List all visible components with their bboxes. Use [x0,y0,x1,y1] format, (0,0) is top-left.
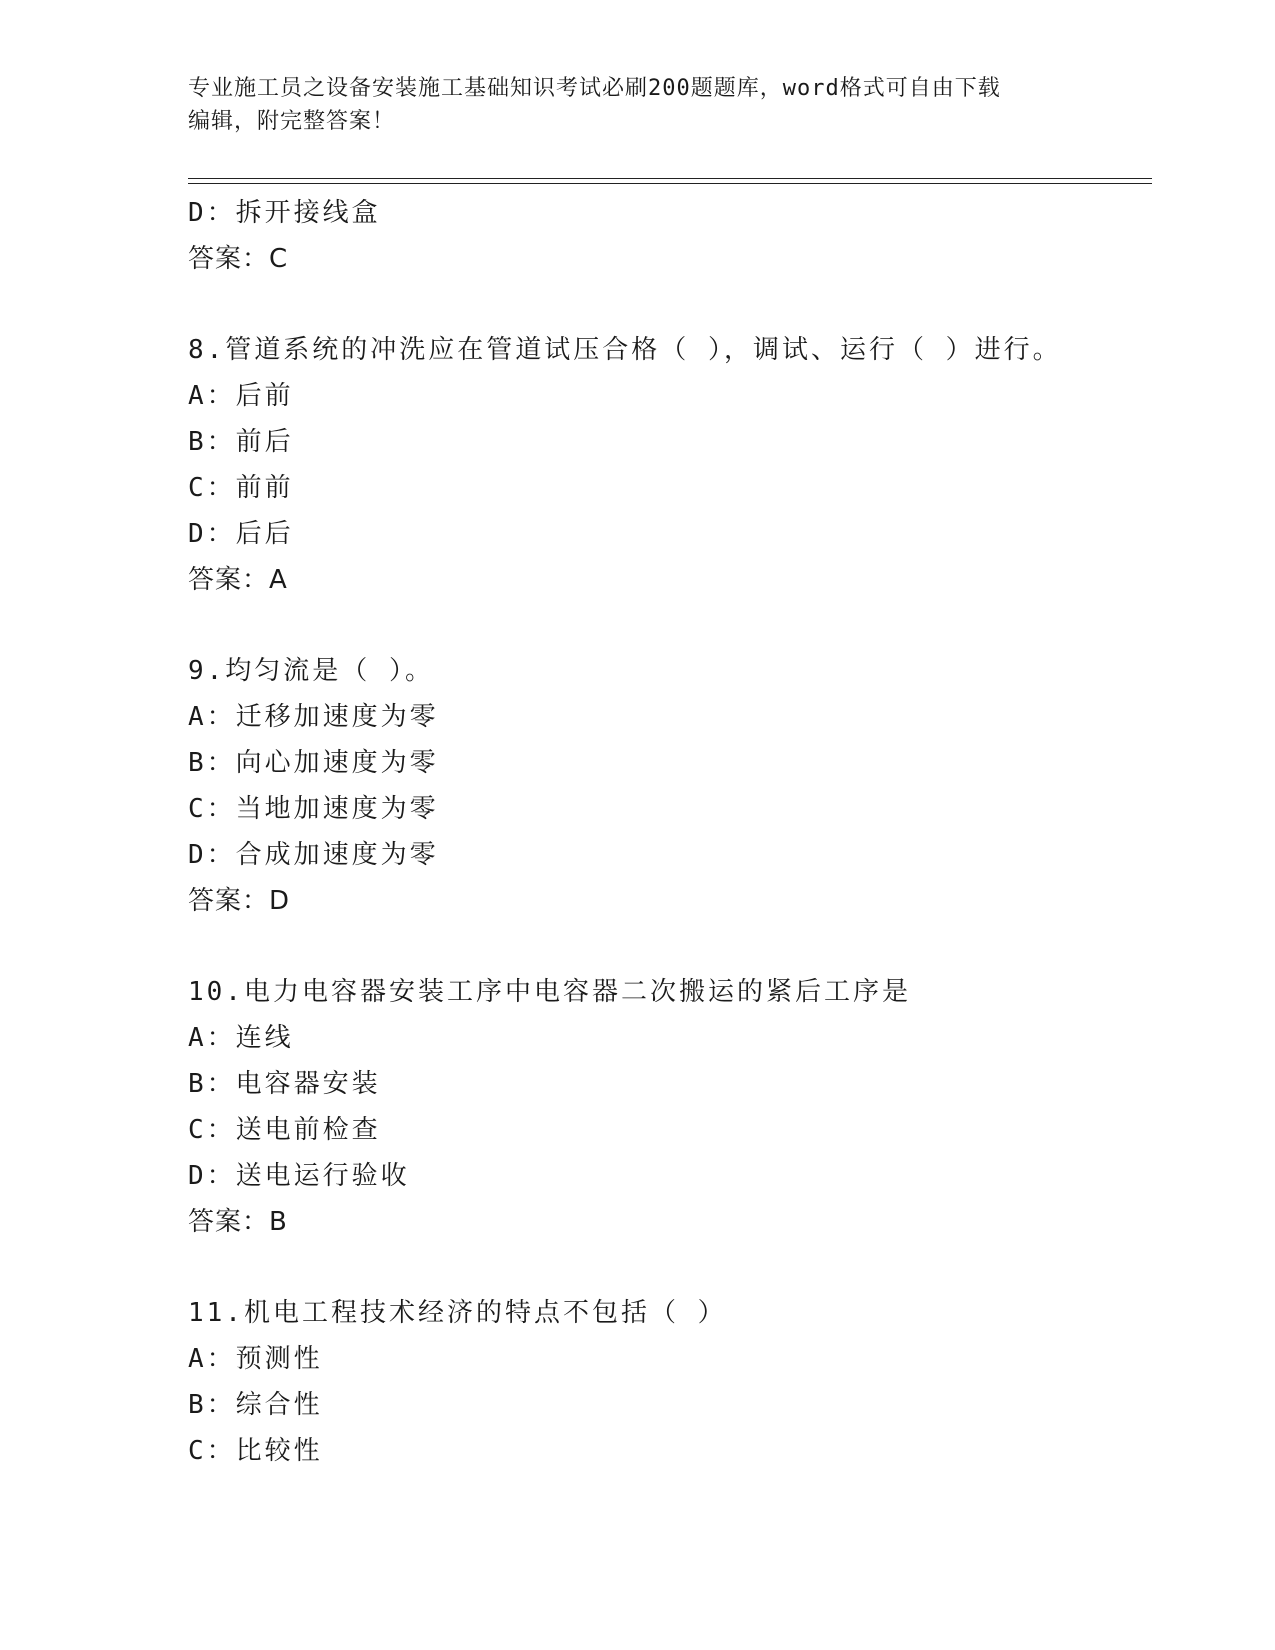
option-c: C：比较性 [188,1436,323,1466]
spacer [188,603,1148,648]
spacer [188,924,1148,969]
option-b: B：向心加速度为零 [188,748,439,778]
header-divider-bottom [188,183,1152,184]
spacer [188,282,1148,327]
question-text: 10.电力电容器安装工序中电容器二次搬运的紧后工序是 [188,977,911,1007]
answer: 答案：D [188,886,291,916]
option-b: B：电容器安装 [188,1069,381,1099]
header-divider-top [188,178,1152,179]
question-text: 8.管道系统的冲洗应在管道试压合格（ ），调试、运行（ ）进行。 [188,335,1062,365]
question-10 [188,969,1148,1245]
answer: 答案：B [188,1207,288,1237]
spacer [188,1245,1148,1290]
option-a: A：预测性 [188,1344,323,1374]
option-a: A：连线 [188,1023,294,1053]
question-9 [188,648,1148,924]
answer: 答案：A [188,565,288,595]
document-header [188,72,1068,138]
option-c: C：送电前检查 [188,1115,381,1145]
option-a: A：后前 [188,381,294,411]
question-8 [188,327,1148,603]
answer: 答案：C [188,244,289,274]
option-c: C：前前 [188,473,294,503]
option-c: C：当地加速度为零 [188,794,439,824]
option-d: D：后后 [188,519,294,549]
option-b: B：综合性 [188,1390,323,1420]
question-text: 11.机电工程技术经济的特点不包括（ ） [188,1298,727,1328]
option-d: D：拆开接线盒 [188,198,381,228]
option-d: D：送电运行验收 [188,1161,410,1191]
question-text: 9.均匀流是（ ）。 [188,656,434,686]
option-a: A：迁移加速度为零 [188,702,439,732]
header-line-1: 专业施工员之设备安装施工基础知识考试必刷200题题库，word格式可自由下载 [188,76,1001,101]
option-d: D：合成加速度为零 [188,840,439,870]
question-content [188,190,1148,1474]
option-b: B：前后 [188,427,294,457]
header-line-2: 编辑，附完整答案！ [188,109,396,134]
question-11 [188,1290,1148,1474]
